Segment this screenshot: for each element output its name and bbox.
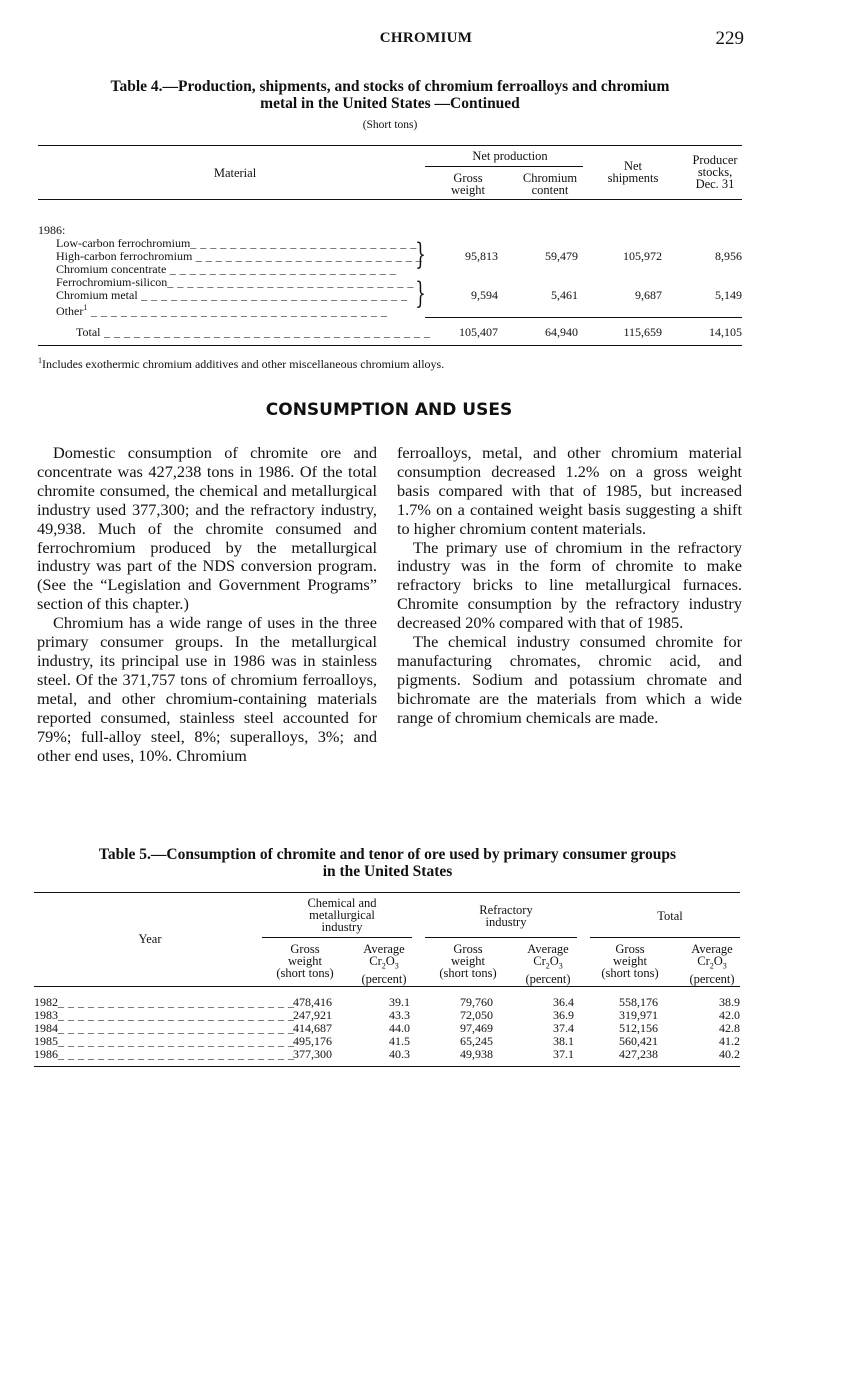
table5-title-line2: in the United States <box>322 863 453 880</box>
table4-header-material: Material <box>213 166 257 180</box>
running-header <box>0 30 852 52</box>
table5-header-total: Total <box>657 909 683 923</box>
table5-tot-gross: 319,971 <box>619 1008 658 1022</box>
table5-cm-gross: 414,687 <box>293 1021 332 1035</box>
table4-total-net-shipments: 115,659 <box>623 325 662 339</box>
table5-header-year: Year <box>138 932 162 946</box>
table5-header-rule <box>34 986 740 987</box>
table5-header-average-cr2o3: Average $Cr_2O_3$ (percent) <box>361 942 407 986</box>
table5-header-average-cr2o3: Average $Cr_2O_3$ (percent) <box>525 942 571 986</box>
table5-bottom-rule <box>34 1066 740 1067</box>
table4-total-gross-weight: 105,407 <box>459 325 498 339</box>
table5-header-gross-weight: Gross weight (short tons) <box>439 942 497 980</box>
body-paragraph: Domestic consumption of chromite ore and concentrate was 427,238 tons in 1986. Of the total chromite consumed, the chemical and metallurgical industry used 377,300; and the refractory industry, 49,938. Much of the chromite consumed and ferrochromium produced by the metallurgical industry was part of the NDS conversion program. (See the “Legislation and Government Programs” section of this chapter.) <box>37 443 377 614</box>
table4-total-rule <box>425 317 742 318</box>
table4-group1-chromium-content: 59,479 <box>545 249 578 263</box>
table4-group2-chromium-content: 5,461 <box>551 288 578 302</box>
table5-ref-gross: 79,760 <box>460 995 493 1009</box>
table5-header-average-cr2o3: Average $Cr_2O_3$ (percent) <box>689 942 735 986</box>
body-paragraph: The primary use of chromium in the refractory industry was in the form of chromite to make refractory bricks to line metallurgical furnaces. Chromite consumption by the refractory industry decreased 20% compared with that of 1985. <box>397 537 742 633</box>
table4-material-row: Chromium concentrate _ _ _ _ _ _ _ _ _ _ _ _ _ _ _ _ _ _ _ _ _ _ _ <box>56 262 397 276</box>
table4-footnote: $^1$Includes exothermic chromium additives and other miscellaneous chromium alloys. <box>38 356 445 371</box>
table5-tot-gross: 560,421 <box>619 1034 658 1048</box>
table5-tot-gross: 512,156 <box>619 1021 658 1035</box>
table5-year: 1982_ _ _ _ _ _ _ _ _ _ _ _ _ _ _ _ _ _ _ _ _ _ _ _ <box>34 995 295 1009</box>
table5-ref-avg: 38.1 <box>553 1034 574 1048</box>
table4-group2-net-shipments: 9,687 <box>635 288 662 302</box>
table4-net-production-rule <box>425 166 583 167</box>
table4-group2-producer-stocks: 5,149 <box>715 288 742 302</box>
table4-header-chromium-content: Chromium content <box>522 171 578 197</box>
table5-title-line1: Table 5.—Consumption of chromite and tenor of ore used by primary consumer groups <box>98 846 677 863</box>
table5-top-rule <box>34 892 740 893</box>
table5-group-rule <box>425 937 577 938</box>
table5-ref-avg: 36.4 <box>553 995 574 1009</box>
table5-tot-gross: 558,176 <box>619 995 658 1009</box>
table5-tot-avg: 41.2 <box>719 1034 740 1048</box>
table4-year: 1986: <box>38 223 66 237</box>
table5-cm-avg: 39.1 <box>389 995 410 1009</box>
body-paragraph: ferroalloys, metal, and other chromium material consumption decreased 1.2% on a gross weight basis compared with that of 1985, but increased 1.7% on a contained weight basis suggesting a shift to higher chromium content materials. <box>397 443 742 538</box>
table5-group-rule <box>590 937 740 938</box>
table5-cm-gross: 247,921 <box>293 1008 332 1022</box>
table4-title-line1: Table 4.—Production, shipments, and stocks of chromium ferroalloys and chromium <box>110 78 670 95</box>
table5-tot-avg: 40.2 <box>719 1047 740 1061</box>
table4-title <box>40 78 740 112</box>
table4-header-net-shipments: Net shipments <box>607 159 659 185</box>
table5-ref-avg: 36.9 <box>553 1008 574 1022</box>
table5-header-refractory: Refractory industry <box>479 903 533 929</box>
table4-total-chromium-content: 64,940 <box>545 325 578 339</box>
table4-header-net-production: Net production <box>472 149 548 163</box>
body-paragraph: The chemical industry consumed chromite for manufacturing chromates, chromic acid, and pigments. Sodium and potassium chromate and bichromate are the materials from which a wide range of chromium chemicals are made. <box>397 632 742 727</box>
table5-year: 1986_ _ _ _ _ _ _ _ _ _ _ _ _ _ _ _ _ _ _ _ _ _ _ _ <box>34 1047 295 1061</box>
table5-cm-gross: 495,176 <box>293 1034 332 1048</box>
table5-ref-avg: 37.4 <box>553 1021 574 1035</box>
running-title: CHROMIUM <box>379 30 473 46</box>
table5-tot-avg: 42.8 <box>719 1021 740 1035</box>
table4-material-row: Chromium metal _ _ _ _ _ _ _ _ _ _ _ _ _ _ _ _ _ _ _ _ _ _ _ _ _ _ _ <box>56 288 408 302</box>
table5-cm-avg: 41.5 <box>389 1034 410 1048</box>
table5-cm-avg: 44.0 <box>389 1021 410 1035</box>
table4-group1-gross-weight: 95,813 <box>465 249 498 263</box>
table5-ref-gross: 49,938 <box>460 1047 493 1061</box>
table5-cm-avg: 40.3 <box>389 1047 410 1061</box>
table4-group1-net-shipments: 105,972 <box>623 249 662 263</box>
table4-title-line2: metal in the United States —Continued <box>260 95 520 112</box>
table4-material-row: Ferrochromium-silicon_ _ _ _ _ _ _ _ _ _ _ _ _ _ _ _ _ _ _ _ _ _ _ _ _ <box>56 275 414 289</box>
body-column-right <box>397 444 742 728</box>
table5-tot-avg: 42.0 <box>719 1008 740 1022</box>
table4-bottom-rule <box>38 345 742 346</box>
page-number: 229 <box>715 28 744 49</box>
table5-year: 1985_ _ _ _ _ _ _ _ _ _ _ _ _ _ _ _ _ _ _ _ _ _ _ _ <box>34 1034 295 1048</box>
table5-ref-gross: 97,469 <box>460 1021 493 1035</box>
table5-title <box>30 846 745 880</box>
table4-material-row: Other$^1$ _ _ _ _ _ _ _ _ _ _ _ _ _ _ _ _ _ _ _ _ _ _ _ _ _ _ _ _ _ _ <box>56 303 388 318</box>
table4-units: (Short tons) <box>362 119 418 131</box>
table4-group1-brace: } <box>415 237 426 272</box>
table5-year: 1983_ _ _ _ _ _ _ _ _ _ _ _ _ _ _ _ _ _ _ _ _ _ _ _ <box>34 1008 295 1022</box>
table5-cm-gross: 478,416 <box>293 995 332 1009</box>
table5-ref-gross: 72,050 <box>460 1008 493 1022</box>
table4-header-rule <box>38 199 742 200</box>
table4-material-row: High-carbon ferrochromium _ _ _ _ _ _ _ _ _ _ _ _ _ _ _ _ _ _ _ _ _ _ _ <box>56 249 423 263</box>
table4-group2-gross-weight: 9,594 <box>471 288 498 302</box>
table5-year: 1984_ _ _ _ _ _ _ _ _ _ _ _ _ _ _ _ _ _ _ _ _ _ _ _ <box>34 1021 295 1035</box>
table5-header-gross-weight: Gross weight (short tons) <box>601 942 659 980</box>
table4-group1-producer-stocks: 8,956 <box>715 249 742 263</box>
table5-cm-gross: 377,300 <box>293 1047 332 1061</box>
table5-ref-avg: 37.1 <box>553 1047 574 1061</box>
body-column-left <box>37 444 377 765</box>
table5-ref-gross: 65,245 <box>460 1034 493 1048</box>
table4-total-label: Total _ _ _ _ _ _ _ _ _ _ _ _ _ _ _ _ _ _ _ _ _ _ _ _ _ _ _ _ _ _ _ _ _ <box>76 325 431 339</box>
table5-header-chemical-metallurgical: Chemical and metallurgical industry <box>307 896 377 934</box>
table5-header-gross-weight: Gross weight (short tons) <box>276 942 334 980</box>
table5-group-rule <box>262 937 412 938</box>
table4-group2-brace: } <box>415 276 426 311</box>
table4-header-producer-stocks: Producer stocks, Dec. 31 <box>692 153 738 191</box>
table5-tot-gross: 427,238 <box>619 1047 658 1061</box>
table4-material-row: Low-carbon ferrochromium_ _ _ _ _ _ _ _ _ _ _ _ _ _ _ _ _ _ _ _ _ _ _ <box>56 236 417 250</box>
table5-cm-avg: 43.3 <box>389 1008 410 1022</box>
table5-tot-avg: 38.9 <box>719 995 740 1009</box>
body-paragraph: Chromium has a wide range of uses in the three primary consumer groups. In the metallurgical industry, its principal use in 1986 was in stainless steel. Of the 371,757 tons of chromium ferroalloys, metal, and other chromium-containing materials reported consumed, stainless steel accounted for 79%; full-alloy steel, 8%; superalloys, 3%; and other end uses, 10%. Chromium <box>37 613 377 765</box>
table4-top-rule <box>38 145 742 146</box>
section-heading: CONSUMPTION AND USES <box>265 400 513 420</box>
table4-total-producer-stocks: 14,105 <box>709 325 742 339</box>
table4-header-gross-weight: Gross weight <box>450 171 486 197</box>
